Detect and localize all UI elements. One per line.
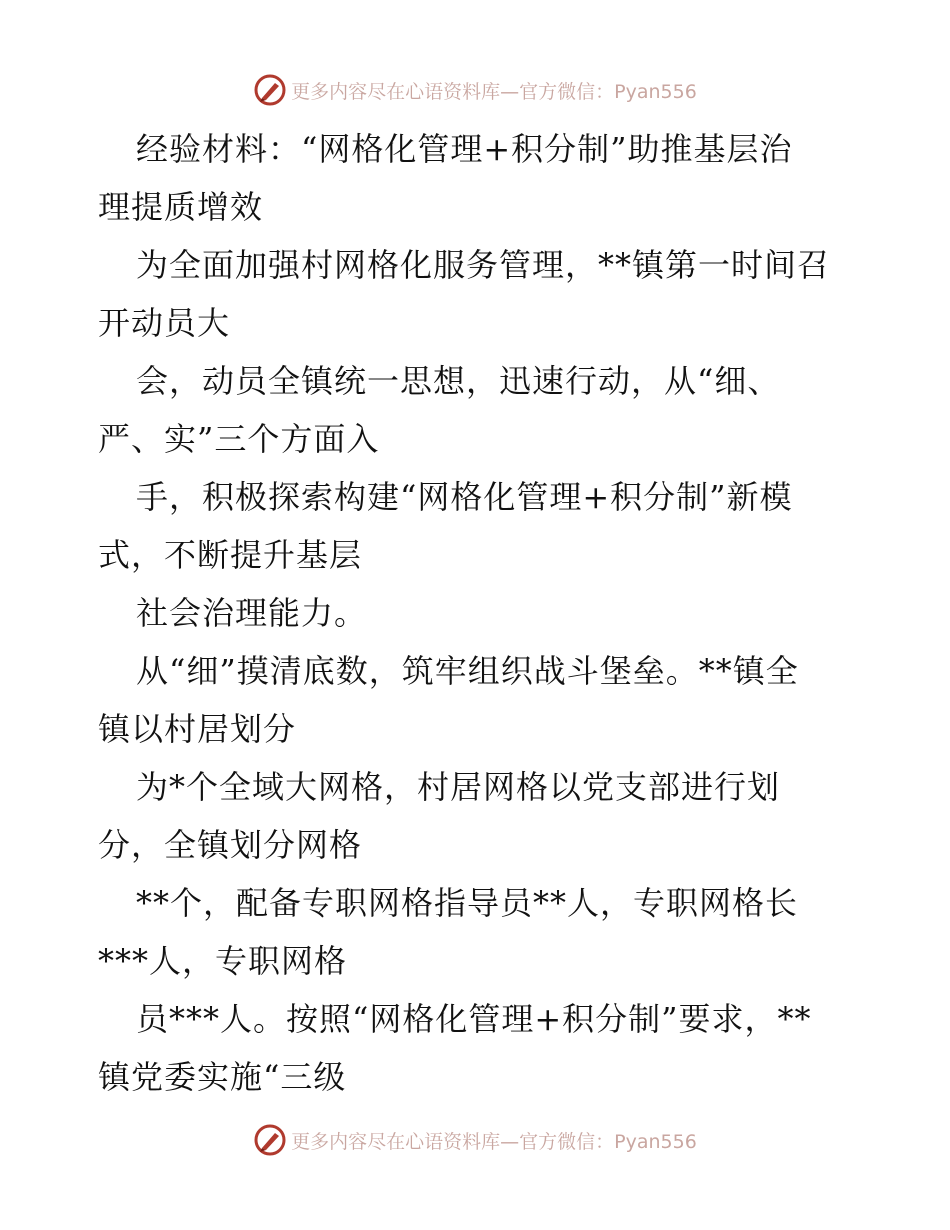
watermark-text: 更多内容尽在心语资料库—官方微信：Pyan556 <box>291 80 697 103</box>
pen-logo-icon <box>253 73 287 107</box>
document-line: **个，配备专职网格指导员**人，专职网格长 <box>136 884 799 922</box>
document-line: 从“细”摸清底数，筑牢组织战斗堡垒。**镇全 <box>136 652 799 690</box>
document-line: 社会治理能力。 <box>136 594 368 632</box>
watermark-text: 更多内容尽在心语资料库—官方微信：Pyan556 <box>291 1130 697 1153</box>
footer-watermark <box>0 1118 950 1162</box>
document-line: 分，全镇划分网格 <box>98 826 363 864</box>
document-line: ***人，专职网格 <box>98 942 348 980</box>
document-line: 手，积极探索构建“网格化管理+积分制”新模 <box>136 478 793 516</box>
document-line: 镇党委实施“三级 <box>98 1058 347 1096</box>
document-line: 会，动员全镇统一思想，迅速行动，从“细、 <box>136 362 781 400</box>
document-line: 开动员大 <box>98 304 231 342</box>
document-line: 为全面加强村网格化服务管理，**镇第一时间召 <box>136 246 831 284</box>
document-line: 镇以村居划分 <box>98 710 297 748</box>
document-line: 严、实”三个方面入 <box>98 420 380 458</box>
pen-logo-icon <box>253 1123 287 1157</box>
document-line: 经验材料：“网格化管理+积分制”助推基层治 <box>136 130 793 168</box>
document-line: 员***人。按照“网格化管理+积分制”要求，** <box>136 1000 812 1038</box>
document-line: 式，不断提升基层 <box>98 536 363 574</box>
document-line: 理提质增效 <box>98 188 264 226</box>
document-line: 为*个全域大网格，村居网格以党支部进行划 <box>136 768 781 806</box>
document-body <box>98 120 858 1106</box>
header-watermark <box>0 68 950 112</box>
